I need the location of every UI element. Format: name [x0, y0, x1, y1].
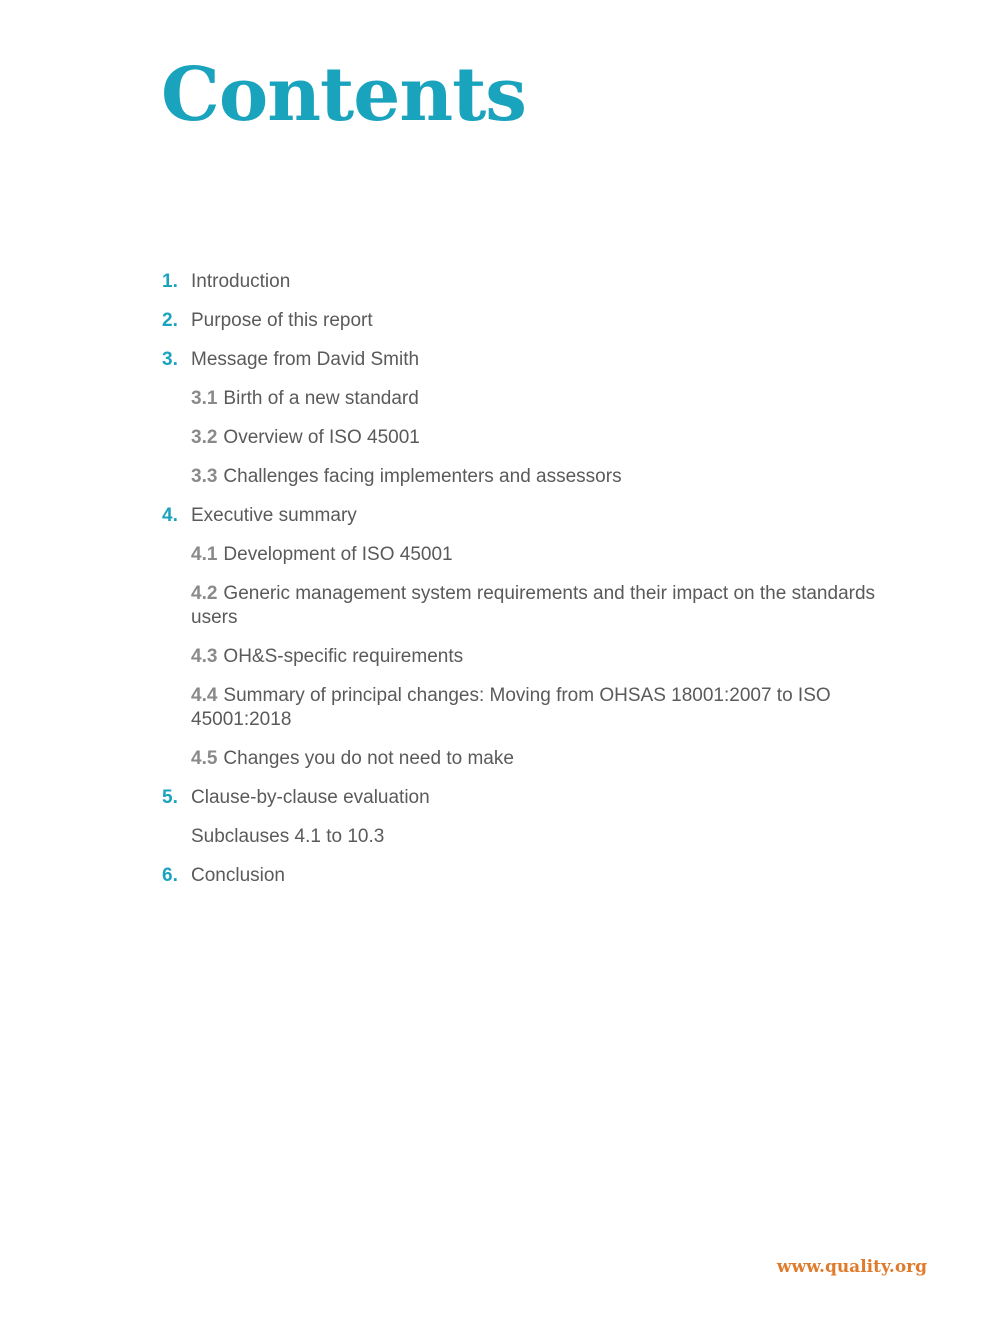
toc-subnumber: 4.4	[191, 685, 218, 706]
footer-website-link[interactable]: www.quality.org	[776, 1257, 927, 1277]
toc-sublabel: Development of ISO 45001	[223, 544, 453, 565]
toc-entry-conclusion[interactable]	[162, 864, 877, 888]
toc-subnumber: 3.2	[191, 427, 218, 448]
toc-sublabel: Subclauses 4.1 to 10.3	[191, 826, 385, 847]
toc-sublabel: Summary of principal changes: Moving from OHSAS 18001:2007 to ISO 45001:2018	[191, 685, 831, 730]
toc-entry-executive-summary[interactable]	[162, 504, 877, 528]
toc-sublabel: Overview of ISO 45001	[223, 427, 420, 448]
toc-subnumber: 4.5	[191, 748, 218, 769]
toc-label: Conclusion	[191, 865, 285, 886]
toc-number: 5.	[162, 787, 178, 808]
toc-sublabel: Changes you do not need to make	[223, 748, 514, 769]
toc-sublabel: Challenges facing implementers and assessors	[223, 466, 622, 487]
toc-subentry-generic-requirements[interactable]	[162, 582, 877, 630]
toc-subnumber: 3.3	[191, 466, 218, 487]
toc-number: 1.	[162, 271, 178, 292]
toc-label: Purpose of this report	[191, 310, 373, 331]
toc-label: Introduction	[191, 271, 291, 292]
toc-sublabel: Generic management system requirements and their impact on the standards users	[191, 583, 876, 628]
toc-entry-message[interactable]	[162, 348, 877, 372]
toc-subnumber: 4.2	[191, 583, 218, 604]
toc-entry-purpose[interactable]	[162, 309, 877, 333]
toc-number: 2.	[162, 310, 178, 331]
toc-subnumber: 4.1	[191, 544, 218, 565]
toc-sublabel: Birth of a new standard	[223, 388, 419, 409]
toc-number: 4.	[162, 505, 178, 526]
toc-sublabel: OH&S-specific requirements	[223, 646, 464, 667]
page-title: Contents	[161, 52, 526, 138]
toc-subentry-overview[interactable]	[162, 426, 877, 450]
toc-label: Clause-by-clause evaluation	[191, 787, 430, 808]
toc-subentry-challenges[interactable]	[162, 465, 877, 489]
toc-number: 6.	[162, 865, 178, 886]
toc-subentry-changes-not-needed[interactable]	[162, 747, 877, 771]
toc-subentry-birth-of-standard[interactable]	[162, 387, 877, 411]
toc-subentry-development[interactable]	[162, 543, 877, 567]
toc-number: 3.	[162, 349, 178, 370]
toc-subentry-ohs-requirements[interactable]	[162, 645, 877, 669]
toc-subentry-subclauses[interactable]	[162, 825, 877, 849]
toc-entry-introduction[interactable]	[162, 270, 877, 294]
toc-entry-clause-evaluation[interactable]	[162, 786, 877, 810]
toc-label: Executive summary	[191, 505, 357, 526]
toc-subnumber: 4.3	[191, 646, 218, 667]
toc-subentry-principal-changes[interactable]	[162, 684, 877, 732]
table-of-contents	[162, 270, 877, 903]
toc-label: Message from David Smith	[191, 349, 420, 370]
toc-subnumber: 3.1	[191, 388, 218, 409]
